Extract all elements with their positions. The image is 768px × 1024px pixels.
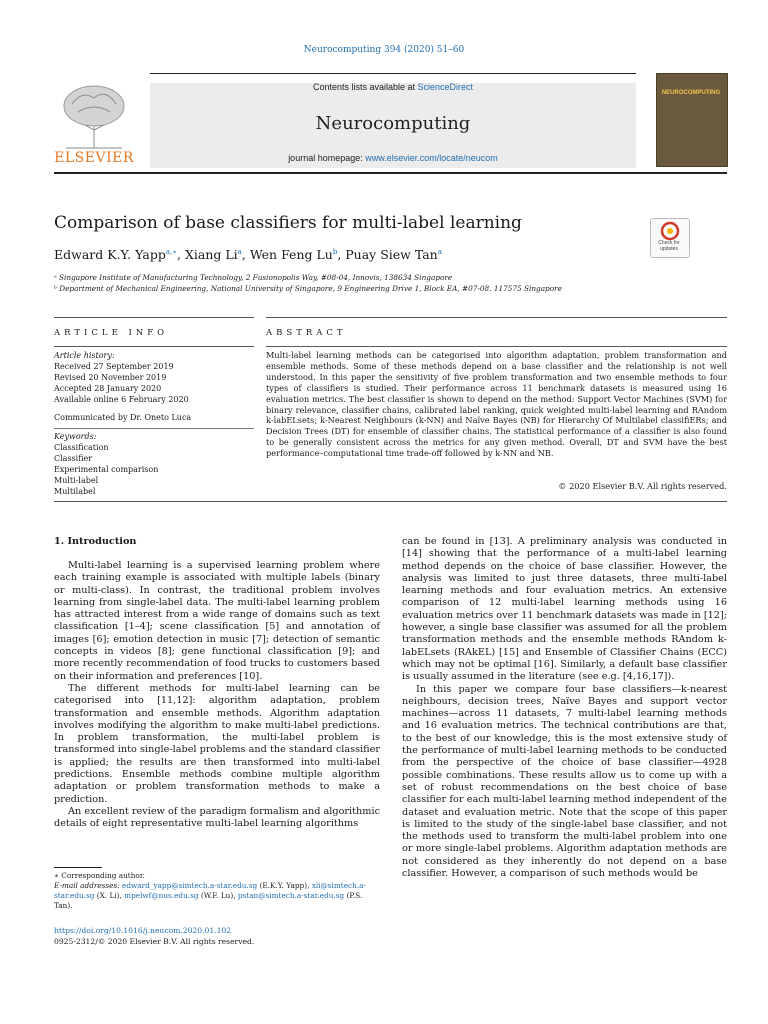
email-link[interactable]: mpelwf@nus.edu.sg — [124, 891, 199, 900]
email-owner: (P.S. Tan). — [54, 891, 363, 910]
body-paragraph: The different methods for multi-label learning can be categorised into [11,12]: algorithm adaptation, problem transformation and ensemble methods. Algorithm adaptation involves modifying the algorithm to make multi-label predictions. In problem transformation, the multi-label problem is transformed into single-label problems and the standard classifier is applied; the results are then transformed into multi-label predictions. Ensemble methods combine multiple algorithm adaptation or problem transformation methods to make a prediction. — [54, 682, 380, 805]
journal-reference-link[interactable]: Neurocomputing 394 (2020) 51–60 — [303, 45, 465, 55]
keyword: Classification — [54, 443, 109, 452]
sciencedirect-link[interactable]: ScienceDirect — [417, 82, 474, 92]
keyword: Classifier — [54, 454, 93, 463]
email-owner: (E.K.Y. Yapp), — [259, 881, 310, 890]
footnote-rule — [54, 867, 102, 868]
corresponding-author-note: ∗ Corresponding author. — [54, 871, 145, 880]
homepage-line — [150, 153, 636, 163]
contents-line — [150, 82, 636, 92]
elsevier-wordmark: ELSEVIER — [54, 150, 134, 166]
email-link[interactable]: edward_yapp@simtech.a-star.edu.sg — [122, 881, 258, 890]
keyword: Multilabel — [54, 487, 96, 496]
body-column-right — [402, 536, 727, 880]
cover-title: NEUROCOMPUTING — [661, 90, 721, 96]
email-link[interactable]: xli@simtech.a-star.edu.sg — [54, 881, 366, 900]
journal-homepage-link[interactable]: www.elsevier.com/locate/neucom — [365, 153, 498, 163]
check-updates-icon — [651, 219, 689, 241]
affiliation-a: ᵃ Singapore Institute of Manufacturing Technology, 2 Fusionopolis Way, #08-04, Innovis, 138634 Singapore — [54, 273, 453, 282]
author-name[interactable]: Xiang Li — [184, 247, 238, 262]
affiliation-b: ᵇ Department of Mechanical Engineering, National University of Singapore, 9 Engineering Drive 1, Block EA, #07-08, 117575 Singapore — [54, 284, 562, 293]
journal-title: Neurocomputing — [315, 113, 471, 134]
history-label: Article history: — [54, 351, 115, 360]
author-affil-sup[interactable]: a,∗ — [165, 247, 178, 256]
divider — [54, 428, 254, 429]
author-affil-sup[interactable]: b — [332, 247, 338, 256]
section-heading-introduction: 1. Introduction — [54, 536, 137, 547]
history-item: Received 27 September 2019 — [54, 362, 174, 371]
abstract-heading: ABSTRACT — [266, 328, 347, 338]
keyword: Experimental comparison — [54, 465, 159, 474]
email-link[interactable]: pstan@simtech.a-star.edu.sg — [237, 891, 345, 900]
article-info-heading: ARTICLE INFO — [54, 328, 169, 338]
body-paragraph: In this paper we compare four base classifiers—k-nearest neighbours, decision trees, Naïve Bayes and support vector machines—across 11 datasets, 7 multi-label learning methods and 16 evaluation metrics. The technical contributions are that, to the best of our knowledge, this is the most extensive study of the performance of multi-label learning methods to be conducted from the perspective of the choice of base classifier—4928 possible combinations. These results allow us to come up with a set of robust recommendations on the best choice of base classifier for each multi-label learning method independent of the dataset and evaluation metric. Note that the scope of this paper is limited to the study of the single-label base classifier, and not the methods used to transform the multi-label problem into one or more single-label problems. Algorithm adaptation methods are not considered as they inherently do not depend on a base classifier. However, a comparison of such methods would be — [402, 683, 727, 880]
article-history — [54, 350, 254, 405]
check-for-updates-button[interactable] — [650, 218, 690, 258]
communicated-by: Communicated by Dr. Oneto Luca — [54, 413, 192, 422]
history-item: Accepted 28 January 2020 — [54, 384, 162, 393]
author-name[interactable]: Wen Feng Lu — [249, 247, 333, 262]
email-owner: (X. Li), — [96, 891, 122, 900]
contents-prefix: Contents lists available at — [312, 82, 418, 92]
check-updates-label: Check for updates — [658, 240, 680, 252]
body-column-left — [54, 560, 380, 831]
history-item: Available online 6 February 2020 — [54, 395, 189, 404]
author-list: Edward K.Y. Yapp$^{a,∗}$, Xiang Li$^a$, Wen Feng Lu$^b$, Puay Siew Tan$^a$ — [54, 247, 442, 262]
homepage-prefix: journal homepage: — [288, 153, 366, 163]
header-bottom-rule — [54, 172, 727, 174]
doi-link[interactable]: https://doi.org/10.1016/j.neucom.2020.01.102 — [54, 926, 232, 935]
author-name[interactable]: Puay Siew Tan — [345, 247, 438, 262]
body-paragraph: An excellent review of the paradigm formalism and algorithmic details of eight representative multi-label learning algorithms — [54, 805, 380, 830]
footnote — [54, 871, 380, 911]
body-paragraph: can be found in [13]. A preliminary analysis was conducted in [14] showing that the performance of a multi-label learning method depends on the choice of base classifier. However, the analysis was limited to just three datasets, three multi-label learning methods and four evaluation metrics. An extensive comparison of 12 multi-label learning methods using 16 evaluation metrics over 11 benchmark datasets was made in [12]; however, a single base classifier was assumed for all the problem transformation methods and the ensemble methods RAndom k-labELsets (RAkEL) [15] and Ensemble of Classifier Chains (ECC) which may not be optimal [16]. Similarly, a default base classifier is usually assumed in the literature (see e.g. [4,16,17]). — [402, 536, 727, 683]
divider — [54, 317, 254, 318]
divider — [54, 346, 254, 347]
divider — [266, 317, 727, 318]
abstract-copyright: © 2020 Elsevier B.V. All rights reserved. — [558, 481, 727, 491]
article-title: Comparison of base classifiers for multi-label learning — [54, 213, 522, 233]
divider — [54, 501, 727, 502]
abstract-text: Multi-label learning methods can be categorised into algorithm adaptation, problem transformation and ensemble methods. Some of these methods depend on a base classifier and the relationship is not well understood. In this paper the sensitivity of five problem transformation and two ensemble methods to four types of classifiers is studied. Their performance across 11 benchmark datasets is measured using 16 evaluation metrics. The best classifier is shown to depend on the method: Support Vector Machines (SVM) for binary relevance, classifier chains, calibrated label ranking, quick weighted multi-label learning and RAndom k-labELsets; k-Nearest Neighbours (k-NN) and Naïve Bayes (NB) for Hierarchy Of Multilabel classifiERs; and Decision Trees (DT) for ensemble of classifier chains. The statistical performance of a classifier is also found to be generally consistent across the metrics for any given method. Overall, DT and SVM have the best performance–computational time trade-off followed by k-NN and NB. — [266, 350, 727, 459]
keywords — [54, 431, 158, 497]
issn-copyright: 0925-2312/© 2020 Elsevier B.V. All rights reserved. — [54, 937, 255, 946]
body-paragraph: Multi-label learning is a supervised learning problem where each training example is associated with multiple labels (binary or multi-class). In contrast, the traditional problem involves learning from single-label data. The multi-label learning problem has attracted interest from a wide range of domains such as text classification [1–4]; scene classification [5] and annotation of images [6]; emotion detection in music [7]; detection of semantic concepts in videos [8]; gene functional classification [9]; and more recently recommendation of food trucks to customers based on their information and preferences [10]. — [54, 560, 380, 682]
journal-cover-image[interactable] — [656, 73, 728, 167]
history-item: Revised 20 November 2019 — [54, 373, 167, 382]
author-name[interactable]: Edward K.Y. Yapp — [54, 247, 166, 262]
keyword: Multi-label — [54, 476, 99, 485]
email-label: E-mail addresses: — [54, 881, 120, 890]
author-affil-sup[interactable]: a — [237, 247, 242, 256]
email-addresses — [54, 881, 380, 911]
keywords-label: Keywords: — [54, 432, 97, 441]
email-owner: (W.F. Lu), — [200, 891, 236, 900]
author-affil-sup[interactable]: a — [437, 247, 442, 256]
header-top-rule — [150, 73, 636, 74]
divider — [266, 346, 727, 347]
